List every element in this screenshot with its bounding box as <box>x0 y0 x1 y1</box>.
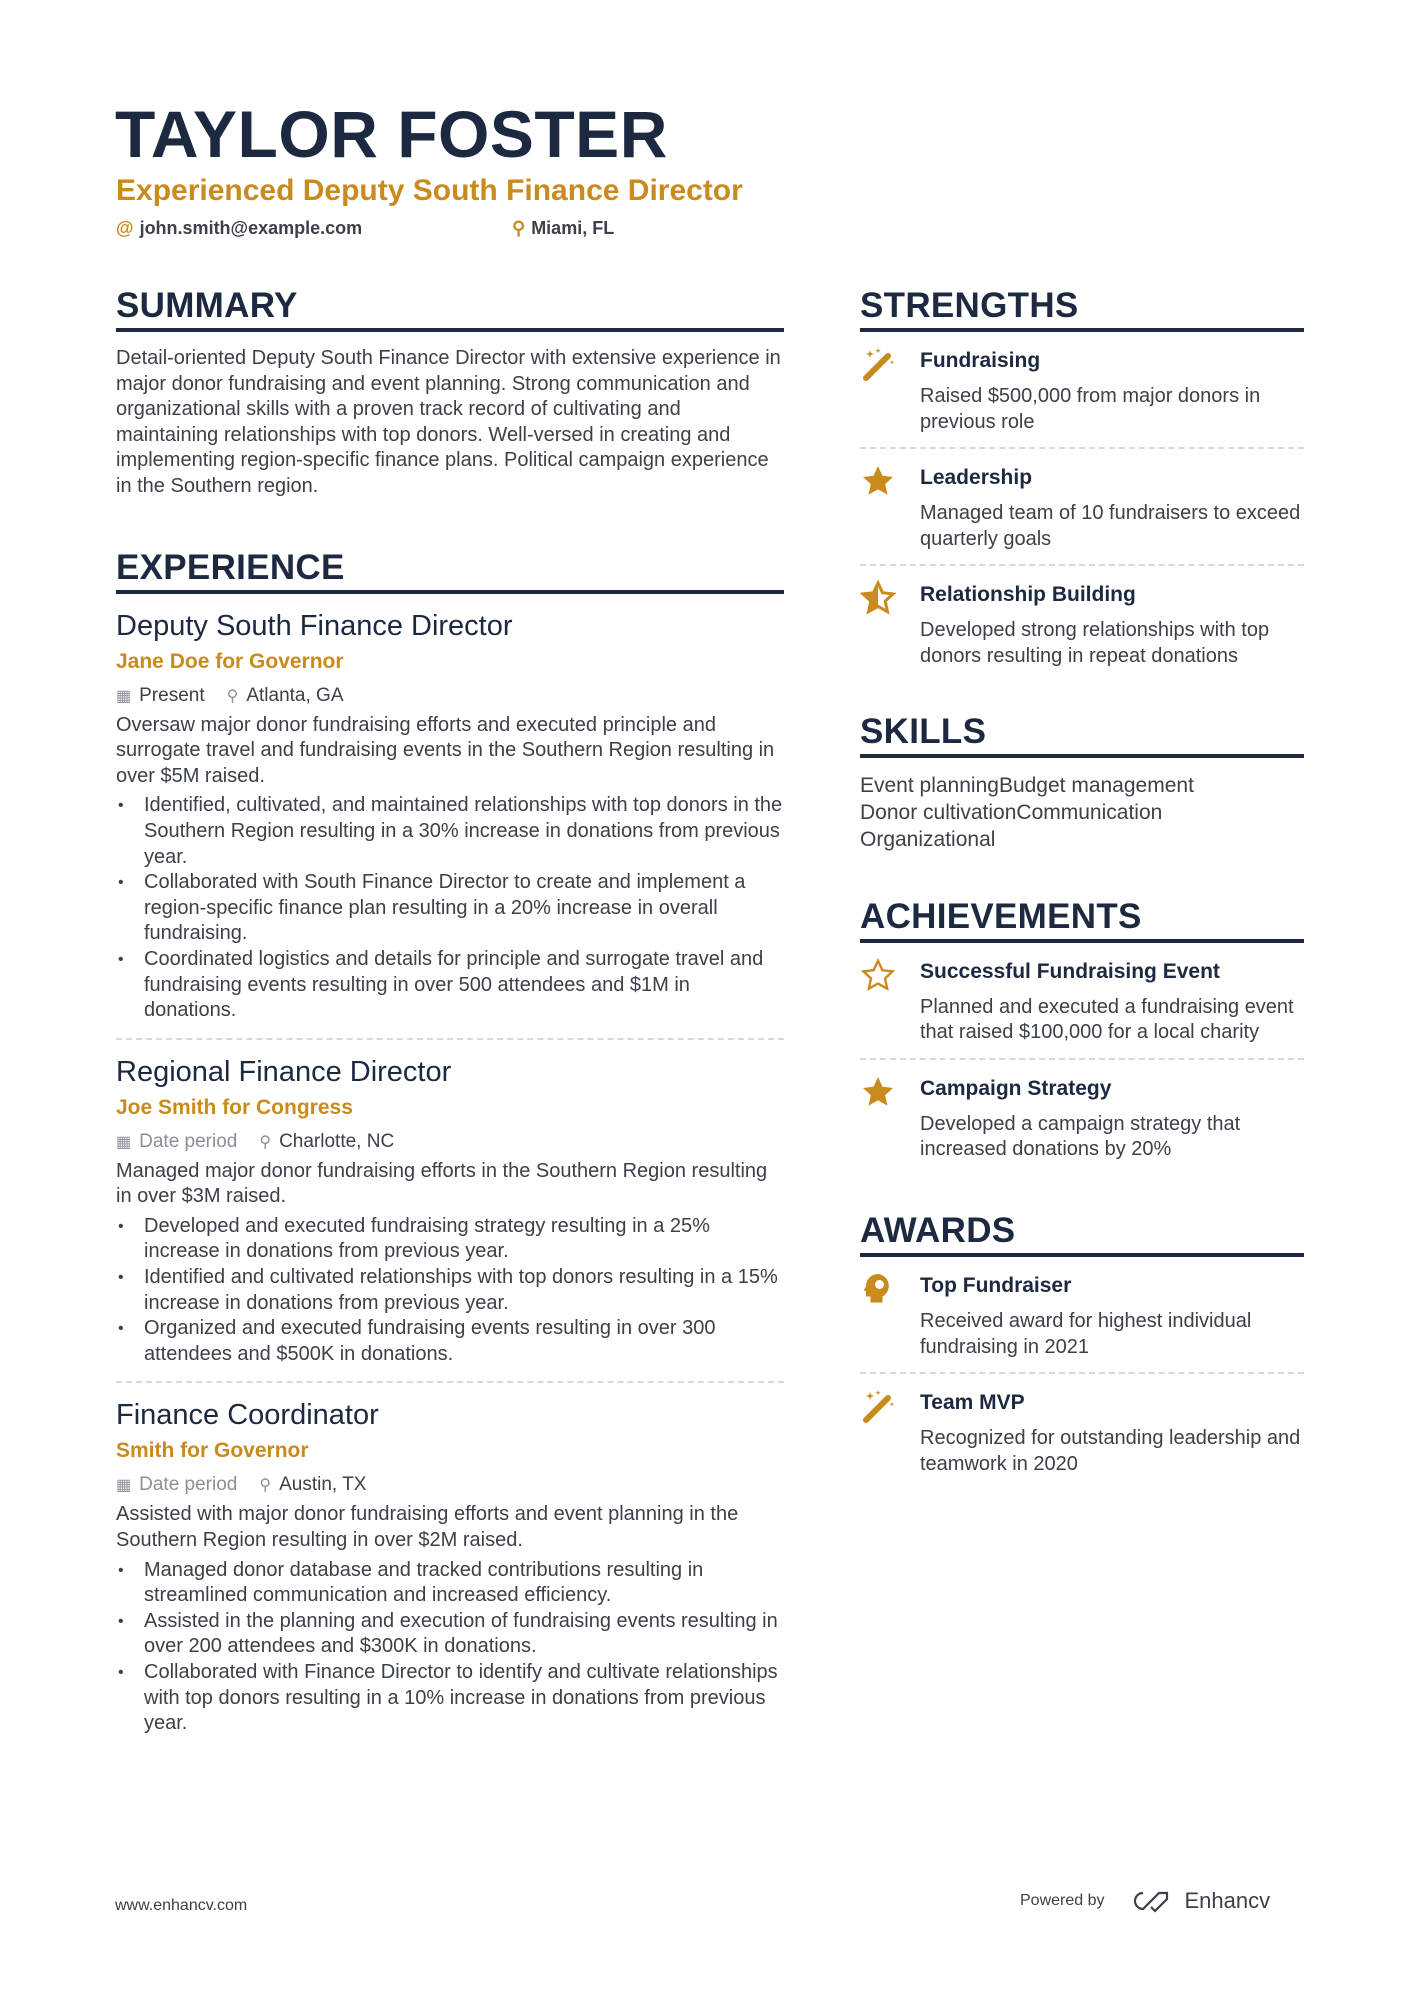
strengths-section <box>860 286 1304 682</box>
company-name: Smith for Governor <box>116 1439 309 1463</box>
summary-text: Detail-oriented Deputy South Finance Director with extensive experience in major donor fundraising and event planning. Strong communication and organizational skills with a proven track record of cultivating and maintaining relationships with top donors. Well-versed in creating and implementing region-specific finance plans. Political campaign experience in the Southern region. <box>116 347 781 497</box>
awards-section <box>860 1211 1304 1489</box>
divider <box>116 1381 784 1383</box>
job-entry <box>116 1397 784 1736</box>
section-heading: STRENGTHS <box>860 286 1304 332</box>
job-description: Oversaw major donor fundraising efforts and executed principle and surrogate travel and fundraising events in the Southern Region resulting in over $5M raised. <box>116 713 775 787</box>
bullet-item: • Collaborated with Finance Director to identify and cultivate relationships with top donors resulting in a 10% increase in donations from previous year. <box>116 1660 784 1737</box>
bullet-item: • Identified, cultivated, and maintained relationships with top donors in the Southern Region resulting in a 30% increase in donations from previous year. <box>116 793 784 870</box>
candidate-name: TAYLOR FOSTER <box>115 97 668 171</box>
calendar-icon: ▦ <box>116 1133 132 1151</box>
star-icon <box>860 1074 896 1163</box>
contact-email <box>116 218 362 239</box>
company-name: Joe Smith for Congress <box>116 1095 353 1119</box>
map-pin-icon: ⚲ <box>226 687 239 705</box>
date-text: Date period <box>139 1130 238 1152</box>
date-text: Present <box>139 684 205 706</box>
item-description: Developed a campaign strategy that increased donations by 20% <box>920 1112 1241 1161</box>
awards-item <box>860 1374 1304 1489</box>
star-outline-icon <box>860 957 896 1046</box>
skill-line: Event planningBudget management <box>860 773 1194 797</box>
website-link[interactable]: www.enhancv.com <box>115 1897 248 1914</box>
right-column <box>860 286 1304 1489</box>
bullet-item: • Managed donor database and tracked contributions resulting in streamlined communication and increased efficiency. <box>116 1558 784 1609</box>
item-title: Leadership <box>920 466 1033 490</box>
item-description: Received award for highest individual fundraising in 2021 <box>920 1309 1252 1358</box>
item-description: Recognized for outstanding leadership and teamwork in 2020 <box>920 1427 1301 1475</box>
location-text: Austin, TX <box>279 1474 367 1496</box>
item-description: Raised $500,000 from major donors in previous role <box>920 385 1261 433</box>
job-location <box>227 682 344 711</box>
left-column <box>116 286 784 1737</box>
contact-location <box>512 218 614 239</box>
company-name: Jane Doe for Governor <box>116 649 344 673</box>
item-title: Top Fundraiser <box>920 1273 1072 1297</box>
job-title: Finance Coordinator <box>116 1399 379 1432</box>
divider <box>116 1038 784 1040</box>
half-star-icon <box>860 580 896 669</box>
section-heading: SUMMARY <box>116 286 784 332</box>
job-meta <box>116 682 784 711</box>
brand-name: Enhancv <box>1184 1888 1271 1913</box>
enhancv-logo-icon <box>1129 1889 1175 1913</box>
achievements-item <box>860 1060 1304 1175</box>
job-title: Regional Finance Director <box>116 1055 452 1088</box>
job-title: Deputy South Finance Director <box>116 609 513 642</box>
skill-line: Organizational <box>860 827 996 851</box>
job-location <box>259 1128 394 1157</box>
magic-wand-icon <box>860 346 896 435</box>
job-bullets <box>116 793 784 1023</box>
strengths-item <box>860 449 1304 564</box>
star-icon <box>860 463 896 552</box>
strengths-item <box>860 566 1304 681</box>
job-date <box>116 1128 237 1157</box>
job-meta <box>116 1471 784 1500</box>
map-pin-icon: ⚲ <box>259 1133 272 1151</box>
item-title: Relationship Building <box>920 583 1136 607</box>
job-location <box>259 1471 366 1500</box>
job-date <box>116 682 205 711</box>
item-description: Developed strong relationships with top donors resulting in repeat donations <box>920 619 1270 667</box>
date-text: Date period <box>139 1474 238 1496</box>
job-date <box>116 1471 237 1500</box>
bullet-item: • Developed and executed fundraising strategy resulting in a 25% increase in donations from previous year. <box>116 1214 784 1265</box>
bullet-item: • Identified and cultivated relationships with top donors resulting in a 15% increase in donations from previous year. <box>116 1265 784 1316</box>
at-icon: @ <box>116 218 134 238</box>
bullet-item: • Assisted in the planning and execution of fundraising events resulting in over 200 attendees and $300K in donations. <box>116 1609 784 1660</box>
summary-section <box>116 286 784 500</box>
strengths-item <box>860 332 1304 447</box>
achievements-item <box>860 943 1304 1058</box>
section-heading: SKILLS <box>860 712 1304 758</box>
job-description: Managed major donor fundraising efforts in the Southern Region resulting in over $3M raised. <box>116 1159 768 1208</box>
achievements-section <box>860 897 1304 1175</box>
location-text: Charlotte, NC <box>279 1130 395 1152</box>
job-meta <box>116 1128 784 1157</box>
section-heading: ACHIEVEMENTS <box>860 897 1304 943</box>
item-description: Planned and executed a fundraising event that raised $100,000 for a local charity <box>920 995 1294 1044</box>
job-bullets <box>116 1214 784 1368</box>
bullet-item: • Organized and executed fundraising events resulting in over 300 attendees and $500K in donations. <box>116 1316 784 1367</box>
job-bullets <box>116 1558 784 1737</box>
item-description: Managed team of 10 fundraisers to exceed quarterly goals <box>920 502 1301 550</box>
location-text: Atlanta, GA <box>246 684 344 706</box>
job-entry <box>116 608 784 1040</box>
experience-section <box>116 548 784 1737</box>
powered-by <box>1020 1888 1270 1914</box>
bullet-item: • Coordinated logistics and details for principle and surrogate travel and fundraising events resulting in over 500 attendees and $1M in donations. <box>116 947 784 1024</box>
candidate-title: Experienced Deputy South Finance Director <box>116 174 743 207</box>
item-title: Successful Fundraising Event <box>920 959 1220 983</box>
job-description: Assisted with major donor fundraising efforts and event planning in the Southern Region resulting in over $2M raised. <box>116 1503 739 1552</box>
map-pin-icon: ⚲ <box>259 1477 272 1495</box>
calendar-icon: ▦ <box>116 1477 132 1495</box>
item-title: Campaign Strategy <box>920 1076 1112 1100</box>
awards-item <box>860 1257 1304 1372</box>
calendar-icon: ▦ <box>116 687 132 705</box>
powered-by-label: Powered by <box>1020 1892 1105 1909</box>
item-title: Team MVP <box>920 1391 1025 1415</box>
skill-line: Donor cultivationCommunication <box>860 800 1163 824</box>
email-text: john.smith@example.com <box>139 218 363 238</box>
section-heading: AWARDS <box>860 1211 1304 1257</box>
job-entry <box>116 1054 784 1384</box>
map-pin-icon: ⚲ <box>512 218 526 238</box>
head-icon <box>860 1271 896 1360</box>
magic-wand-icon <box>860 1388 896 1477</box>
bullet-item: • Collaborated with South Finance Director to create and implement a region-specific finance plan resulting in a 20% increase in overall fundraising. <box>116 870 784 947</box>
location-text: Miami, FL <box>531 218 615 238</box>
skills-section <box>860 712 1304 853</box>
item-title: Fundraising <box>920 349 1041 372</box>
enhancv-logo[interactable] <box>1129 1888 1271 1914</box>
section-heading: EXPERIENCE <box>116 548 784 594</box>
